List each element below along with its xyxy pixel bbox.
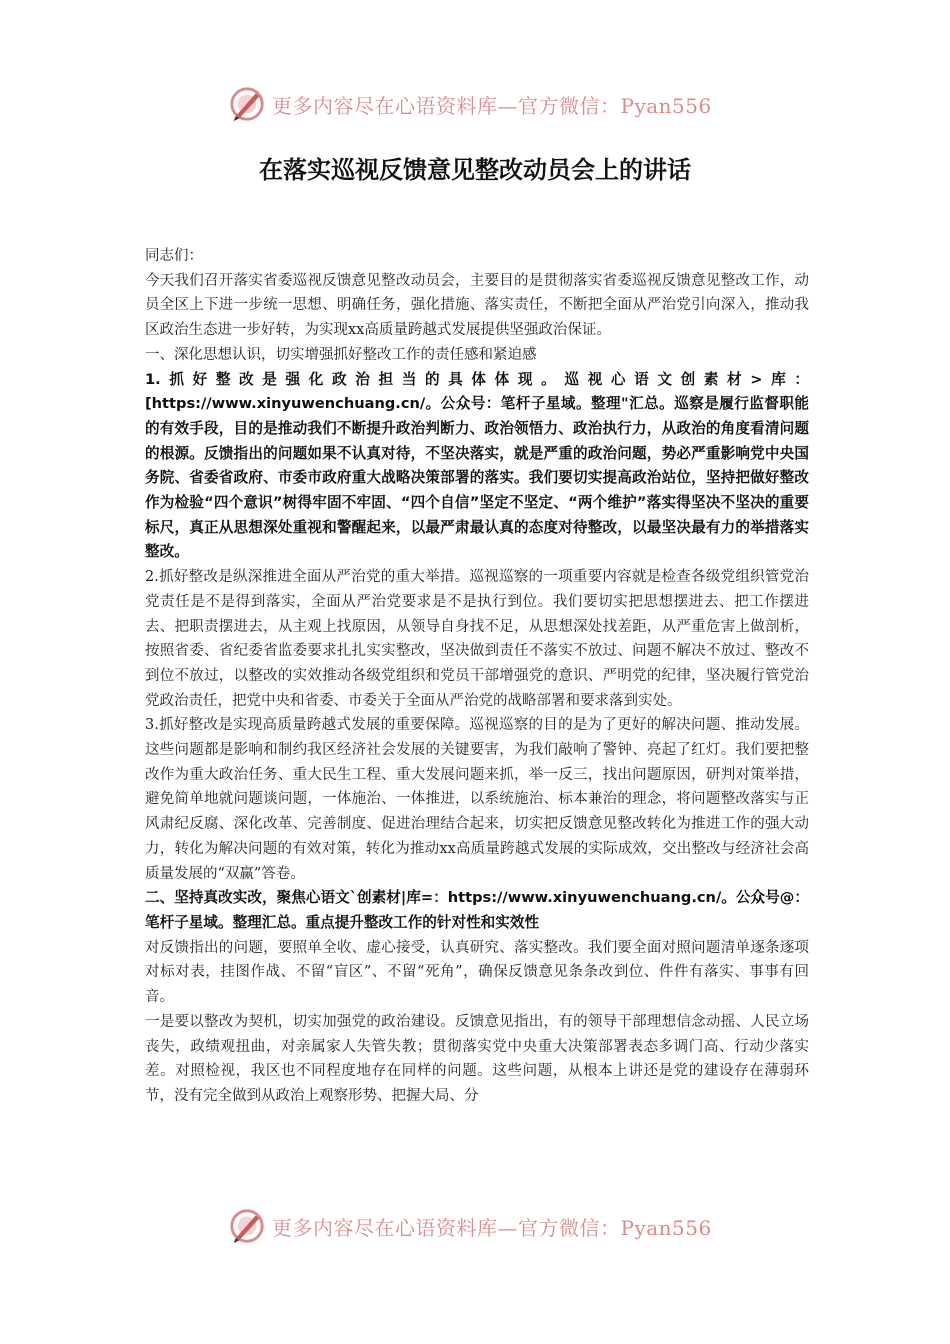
paragraph-point-1: 1.抓好整改是强化政治担当的具体体现。巡视心语文创素材>库：[https://www.xinyuwenchuang.cn/。公众号：笔杆子星域。整理"汇总。巡察是履行监督职能的有效手段，目的是推动我们不断提升政治判断力、政治领悟力、政治执行力，从政治的角度看清问题的根源。反馈指出的问题如果不认真对待，不坚决落实，就是严重的政治问题，势必严重影响党中央国务院、省委省政府、市委市政府重大战略决策部署的落实。我们要切实提高政治站位，坚持把做好整改作为检验“四个意识”树得牢固不牢固、“四个自信”坚定不坚定、“两个维护”落实得坚决不坚决的重要标尺，真正从思想深处重视和警醒起来，以最严肃最认真的态度对待整改，以最坚决最有力的举措落实整改。: [145, 370, 809, 561]
watermark-banner-text: 更多内容尽在心语资料库—官方微信：Pyan556: [272, 1215, 712, 1240]
paragraph-section-2-intro: 对反馈指出的问题，要照单全收、虚心接受，认真研究、落实整改。我们要全面对照问题清单逐条逐项对标对表，挂图作战、不留“盲区”、不留“死角”，确保反馈意见条条改到位、件件有落实、事事有回音。: [145, 939, 809, 1006]
watermark-banner-text: 更多内容尽在心语资料库—官方微信：Pyan556: [272, 93, 712, 118]
watermark-banner-top: [228, 82, 748, 126]
salutation: 同志们：: [145, 248, 203, 264]
document-title: 在落实巡视反馈意见整改动员会上的讲话: [259, 155, 691, 184]
paragraph-section-2-first: 一是要以整改为契机，切实加强党的政治建设。反馈意见指出，有的领导干部理想信念动摇、人民立场丧失，政绩观扭曲，对亲属家人失管失教；贯彻落实党中央重大决策部署表态多调门高、行动少落实差。对照检视，我区也不同程度地存在同样的问题。这些问题，从根本上讲还是党的建设存在薄弱环节，没有完全做到从政治上观察形势、把握大局、分: [145, 1013, 809, 1104]
pen-logo-icon: [228, 1207, 266, 1245]
document-body: [145, 244, 809, 1109]
paragraph-point-2: 2.抓好整改是纵深推进全面从严治党的重大举措。巡视巡察的一项重要内容就是检查各级党组织管党治党责任是不是得到落实，全面从严治党要求是不是执行到位。我们要切实把思想摆进去、把工作摆进去、把职责摆进去，从主观上找原因，从领导自身找不足，从思想深处找差距，从严重危害上做剖析，按照省委、省纪委省监委要求扎扎实实整改，坚决做到责任不落实不放过、问题不解决不放过、整改不到位不放过，以整改的实效推动各级党组织和党员干部增强党的意识、严明党的纪律，坚决履行管党治党政治责任，把党中央和省委、市委关于全面从严治党的战略部署和要求落到实处。: [145, 569, 809, 709]
section-heading-1: 一、深化思想认识，切实增强抓好整改工作的责任感和紧迫感: [145, 346, 537, 363]
section-heading-2: 二、坚持真改实改，聚焦心语文`创素材|库=：https://www.xinyuwenchuang.cn/。公众号@：笔杆子星域。整理汇总。重点提升整改工作的针对性和实效性: [145, 889, 809, 931]
watermark-banner-bottom: [228, 1204, 748, 1248]
intro-paragraph: 今天我们召开落实省委巡视反馈意见整改动员会，主要目的是贯彻落实省委巡视反馈意见整改工作，动员全区上下进一步统一思想、明确任务，强化措施、落实责任，不断把全面从严治党引向深入，推动我区政治生态进一步好转，为实现xx高质量跨越式发展提供坚强政治保证。: [145, 272, 809, 339]
pen-logo-icon: [228, 85, 266, 123]
paragraph-point-3: 3.抓好整改是实现高质量跨越式发展的重要保障。巡视巡察的目的是为了更好的解决问题、推动发展。这些问题都是影响和制约我区经济社会发展的关键要害，为我们敲响了警钟、亮起了红灯。我们要把整改作为重大政治任务、重大民生工程、重大发展问题来抓，举一反三，找出问题原因，研判对策举措，避免简单地就问题谈问题，一体施治、一体推进，以系统施治、标本兼治的理念，将问题整改落实与正风肃纪反腐、深化改革、完善制度、促进治理结合起来，切实把反馈意见整改转化为推进工作的强大动力，转化为解决问题的有效对策，转化为推动xx高质量跨越式发展的实际成效，交出整改与经济社会高质量发展的“双赢”答卷。: [145, 717, 809, 882]
